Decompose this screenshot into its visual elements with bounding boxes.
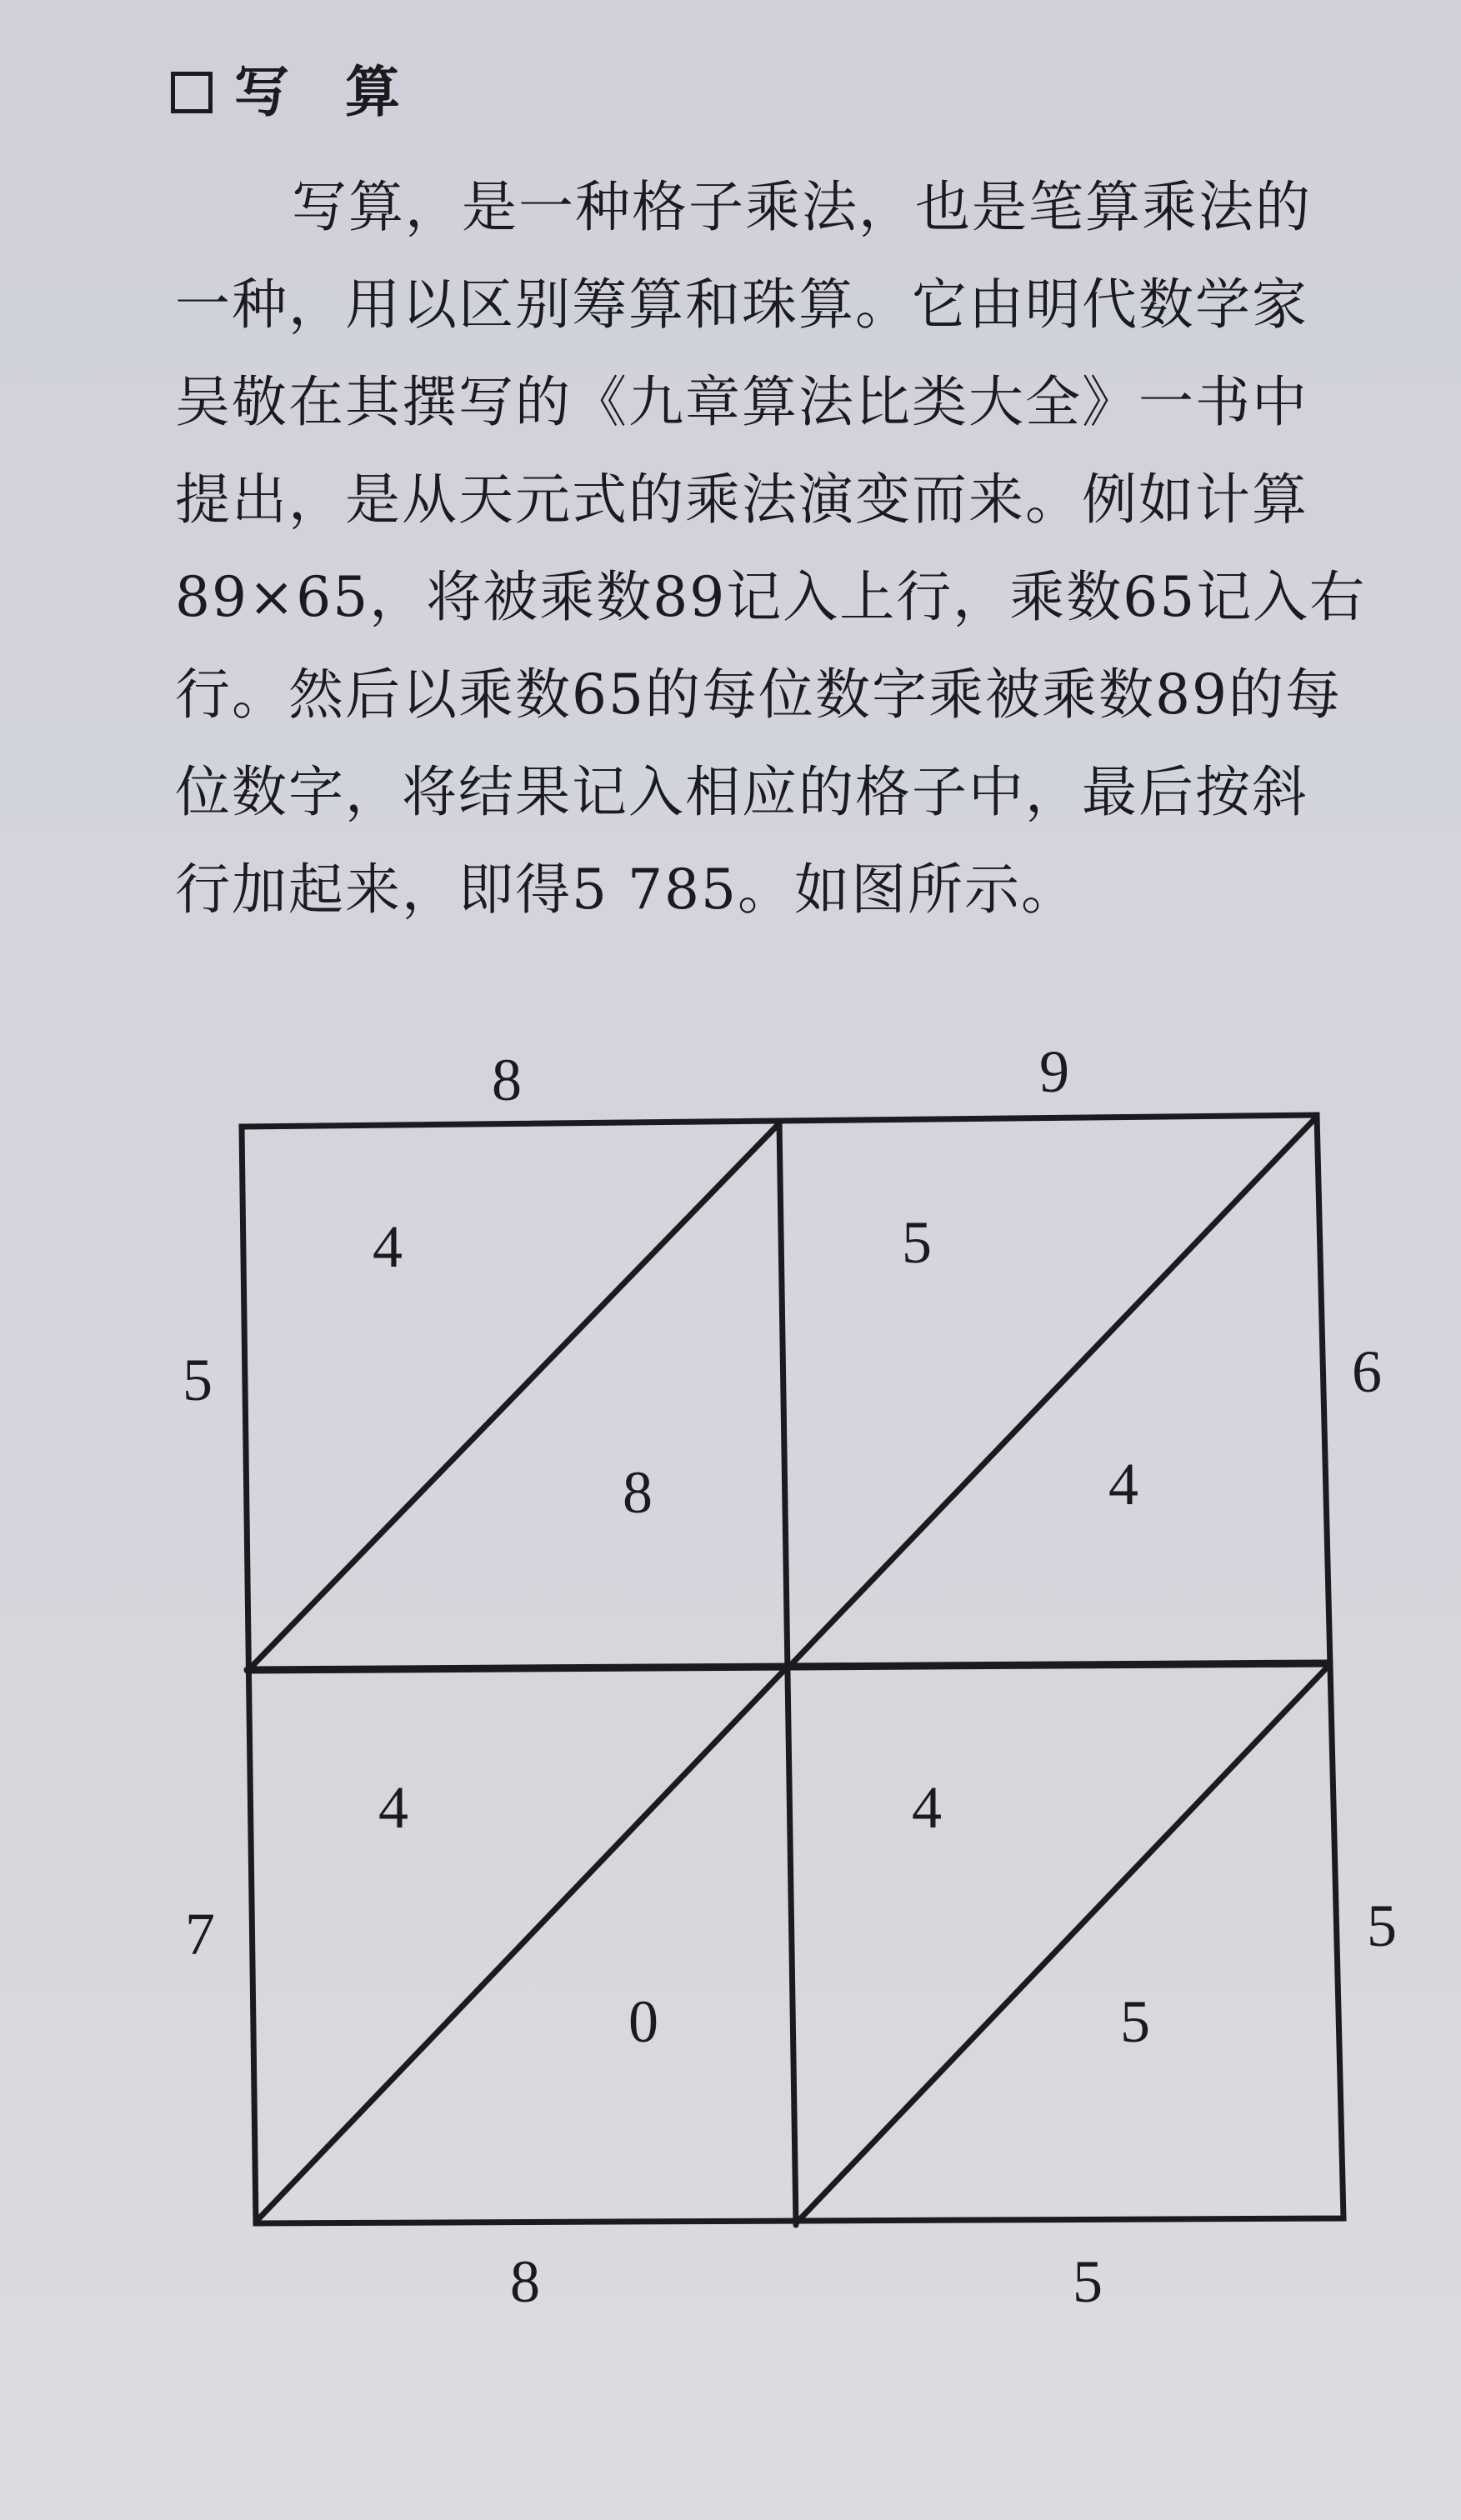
diagonal-cell-4 [796, 1665, 1329, 2223]
bottom-digit: 8 [510, 2248, 540, 2315]
paragraph-line: 行。然后以乘数65的每位数字乘被乘数89的每 [175, 662, 1342, 727]
bottom-digit: 5 [1073, 2248, 1103, 2315]
cell-tens-digit: 4 [373, 1213, 403, 1280]
paragraph-line: 提出，是从天元式的乘法演变而来。例如计算 [175, 468, 1308, 532]
left-digit: 7 [185, 1901, 215, 1968]
paragraph-line: 吴敬在其撰写的《九章算法比类大全》一书中 [175, 370, 1308, 434]
lattice-multiplication-diagram [0, 1000, 1461, 2350]
right-digit: 5 [1367, 1892, 1397, 1959]
checkbox-square-icon [171, 72, 213, 113]
top-digit: 9 [1039, 1038, 1069, 1105]
cell-tens-digit: 4 [912, 1774, 942, 1841]
cell-units-digit: 4 [1108, 1451, 1138, 1518]
lattice-grid-svg [0, 1000, 1461, 2350]
paragraph-line: 行加起来，即得5 785。如图所示。 [175, 858, 1078, 922]
cell-tens-digit: 4 [378, 1774, 408, 1841]
body-paragraph [175, 158, 1375, 938]
section-heading [171, 60, 418, 124]
section-title: 写 算 [234, 60, 418, 124]
diagonal-cell-3 [256, 1668, 786, 2222]
paragraph-line: 位数字，将结果记入相应的格子中，最后按斜 [175, 760, 1308, 824]
cell-units-digit: 8 [623, 1459, 653, 1526]
paragraph-line: 89×65，将被乘数89记入上行，乘数65记入右 [175, 565, 1367, 629]
right-digit: 6 [1352, 1338, 1382, 1405]
diagonal-cell-2 [786, 1117, 1317, 1670]
cell-units-digit: 0 [628, 1988, 658, 2055]
cell-units-digit: 5 [1120, 1988, 1150, 2055]
paragraph-line: 一种，用以区别筹算和珠算。它由明代数学家 [175, 272, 1308, 337]
cell-tens-digit: 5 [902, 1209, 932, 1276]
left-digit: 5 [183, 1347, 213, 1413]
paragraph-line: 写算，是一种格子乘法，也是笔算乘法的 [292, 175, 1312, 239]
diagonal-cell-1 [248, 1123, 779, 1670]
top-digit: 8 [492, 1047, 522, 1113]
